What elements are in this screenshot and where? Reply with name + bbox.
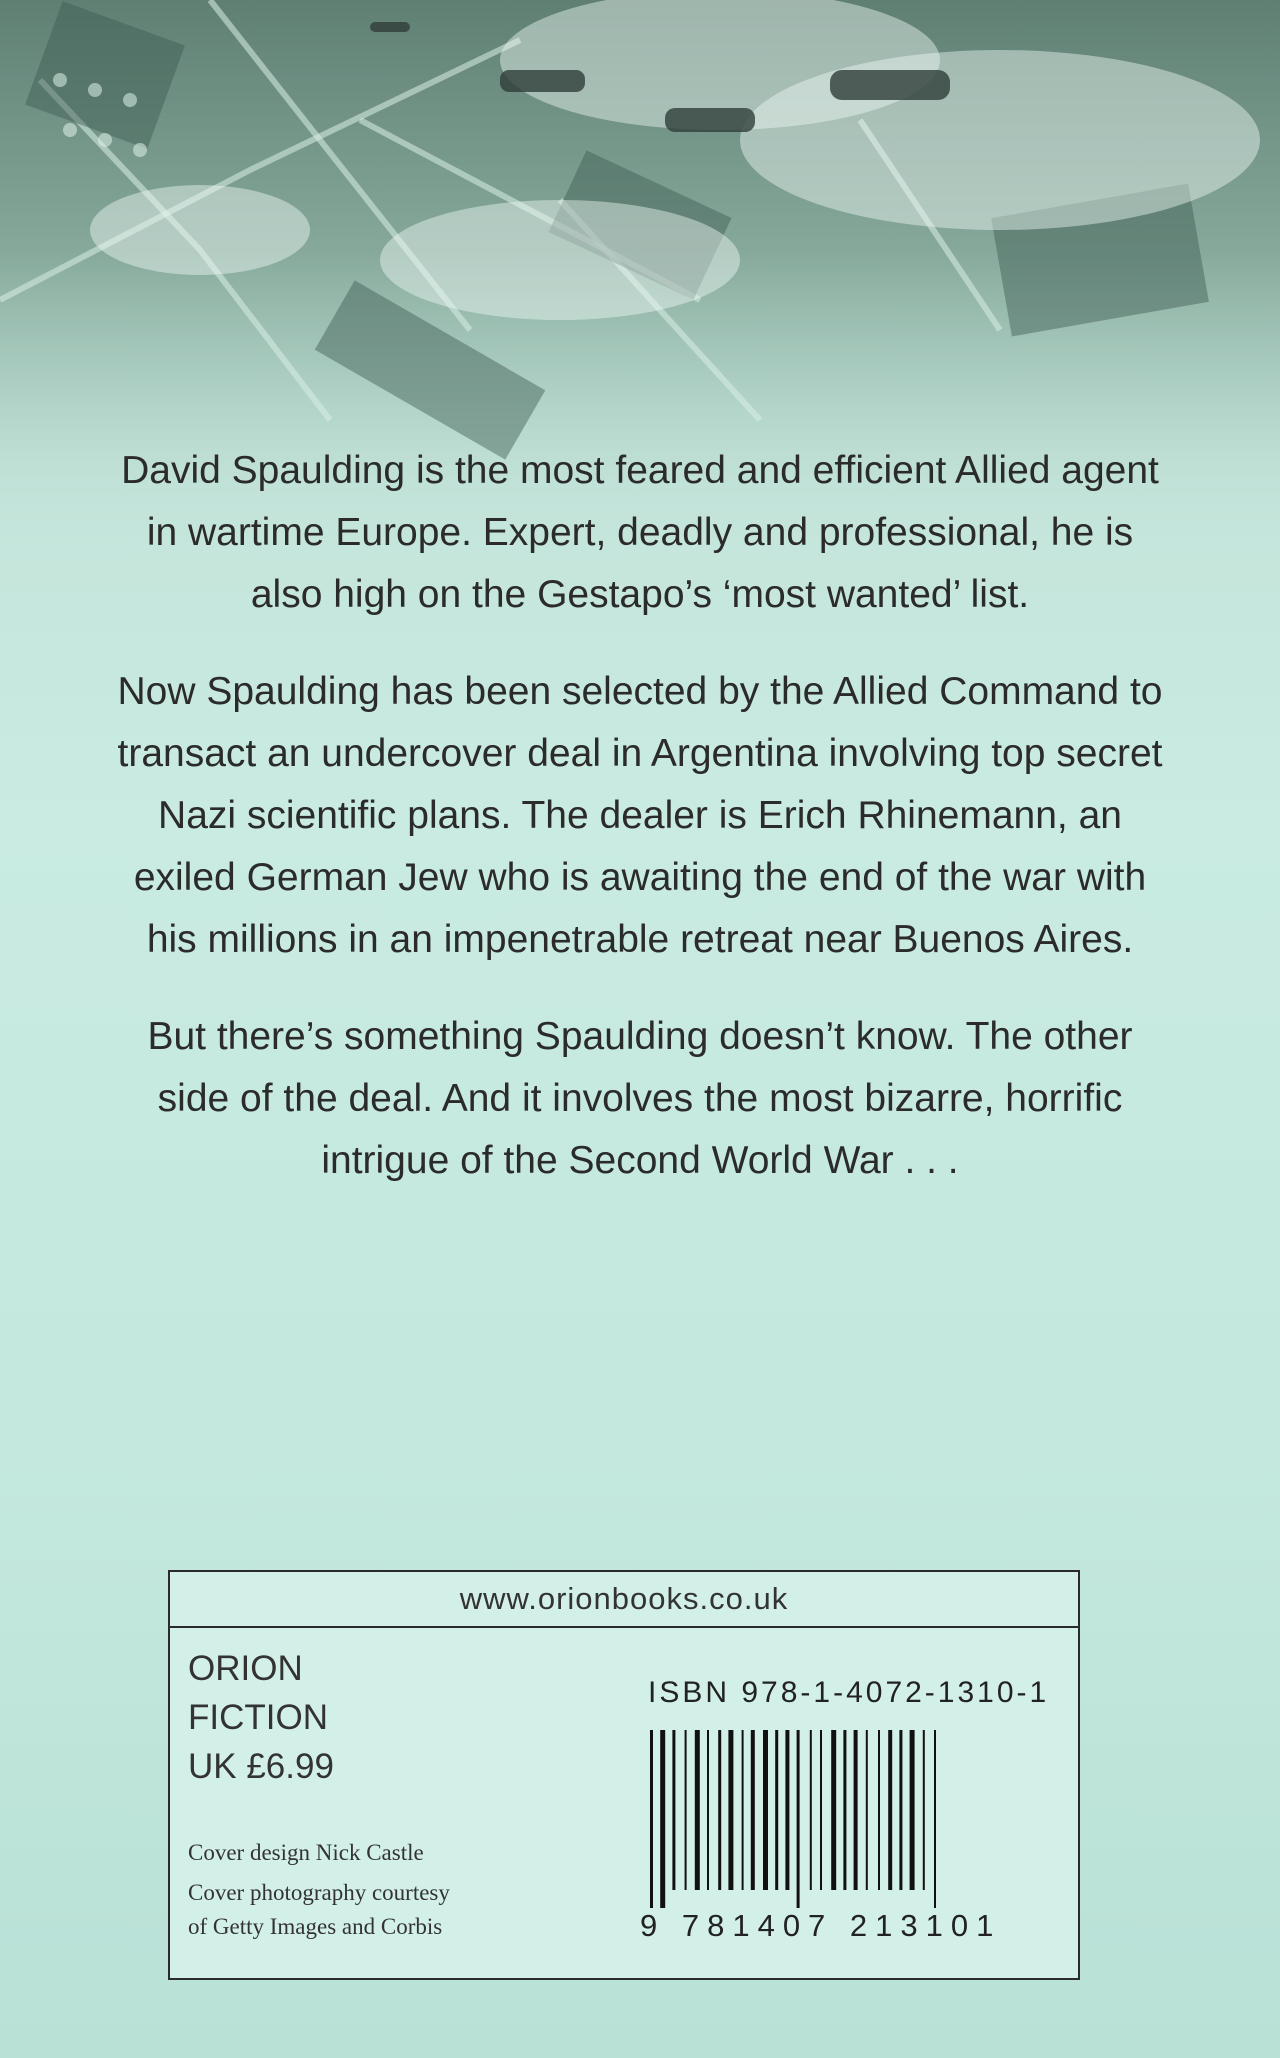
barcode-bar	[728, 1730, 733, 1890]
photo-credit-line-2: of Getty Images and Corbis	[188, 1914, 443, 1939]
barcode-bar	[695, 1730, 700, 1890]
barcode-bar	[685, 1730, 687, 1890]
barcode-bar	[866, 1730, 868, 1890]
barcode-bar	[820, 1730, 822, 1890]
isbn-label: ISBN 978-1-4072-1310-1	[648, 1676, 1050, 1709]
back-cover-blurb	[110, 440, 1170, 1227]
barcode-bar	[718, 1730, 721, 1890]
barcode-bar	[810, 1730, 812, 1890]
barcode-bar	[672, 1730, 675, 1890]
barcode-bar	[775, 1730, 778, 1890]
barcode-bar	[707, 1730, 709, 1890]
photo-credit-line-1: Cover photography courtesy	[188, 1880, 450, 1905]
barcode-bar	[785, 1730, 789, 1890]
barcode-bar	[650, 1730, 653, 1908]
blurb-paragraph-1: David Spaulding is the most feared and efficient Allied agent in wartime Europe. Expert, deadly and professional, he is also high on the Gestapo’s ‘most wanted’ list.	[121, 449, 1159, 616]
barcode-bar	[751, 1730, 755, 1890]
photo-credit	[188, 1876, 450, 1944]
publisher-block	[188, 1644, 334, 1791]
barcode-bar	[888, 1730, 892, 1890]
barcode-bar	[742, 1730, 744, 1890]
barcode-bar	[797, 1730, 800, 1908]
barcode-bar	[934, 1730, 936, 1908]
blurb-paragraph-3: But there’s something Spaulding doesn’t know. The other side of the deal. And it involves the most bizarre, horrific intrigue of the Second World War . . .	[147, 1015, 1133, 1182]
cover-credits	[188, 1836, 450, 1950]
barcode-bar	[899, 1730, 902, 1890]
barcode-bar	[878, 1730, 880, 1890]
barcode-bar	[763, 1730, 768, 1890]
barcode-bar	[910, 1730, 915, 1890]
barcode-bar	[831, 1730, 836, 1890]
publisher-name: ORION	[188, 1649, 303, 1688]
genre-label: FICTION	[188, 1698, 328, 1737]
barcode-digits: 9 781407 213101	[640, 1908, 1002, 1943]
barcode-bar	[660, 1730, 665, 1908]
publisher-website: www.orionbooks.co.uk	[170, 1572, 1078, 1628]
barcode-bar	[854, 1730, 858, 1890]
barcode-graphic	[640, 1730, 1060, 1908]
blurb-paragraph-2: Now Spaulding has been selected by the Allied Command to transact an undercover deal in Argentina involving top secret Nazi scientific plans. The dealer is Erich Rhinemann, an exiled German Jew who is awaiting the end of the war with his millions in an impenetrable retreat near Buenos Aires.	[117, 670, 1163, 961]
publisher-info-box	[168, 1570, 1080, 1980]
price-label: UK £6.99	[188, 1747, 334, 1786]
barcode-bar	[923, 1730, 925, 1890]
design-credit: Cover design Nick Castle	[188, 1840, 424, 1865]
barcode-bar	[843, 1730, 846, 1890]
